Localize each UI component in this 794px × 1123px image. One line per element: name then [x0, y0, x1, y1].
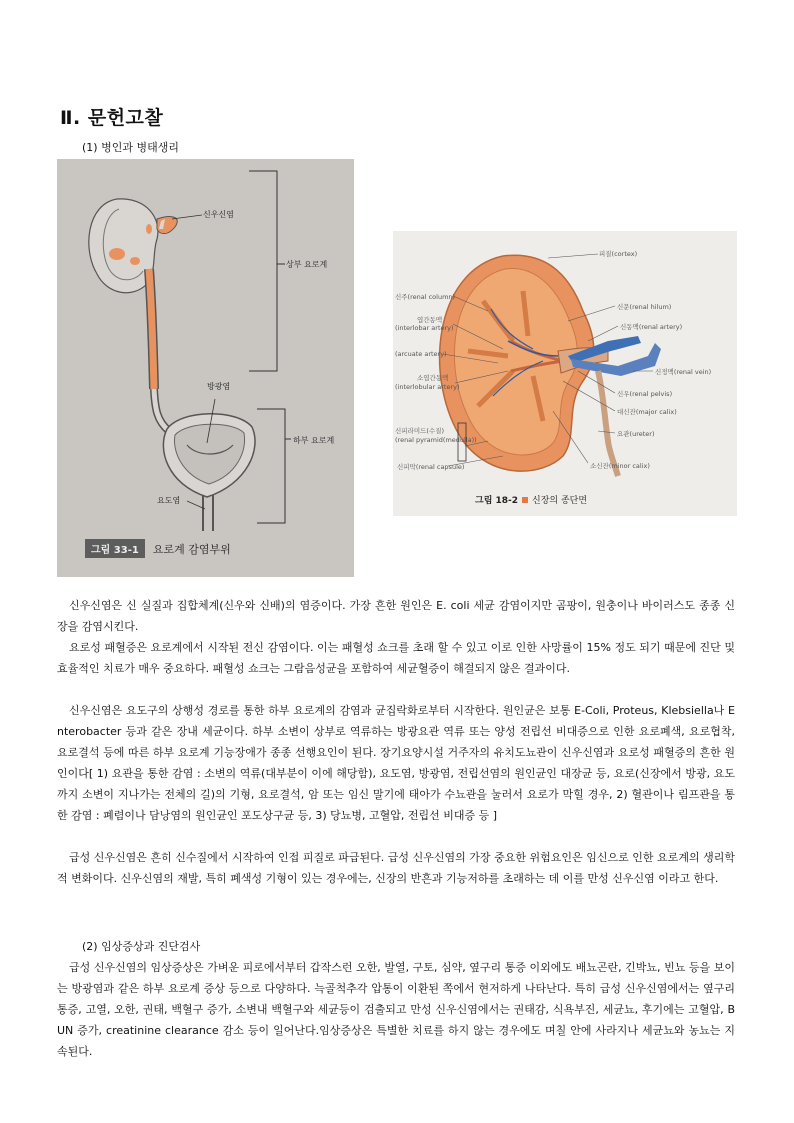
figure2-caption-number: 그림 18-2 [475, 496, 519, 506]
paragraph-acute-pyelonephritis: 급성 신우신염은 흔히 신수질에서 시작하여 인접 피질로 파급된다. 급성 신우신염의 가장 중요한 위험요인은 임신으로 인한 요로계의 생리학적 변화이다. 신우신염의 재발, 특히 폐색성 기형이 있는 경우에는, 신장의 반흔과 기능저하를 초래하는 데 이를 만성 신우신염 이라고 한다. [57, 851, 735, 885]
label-minor-calix: 소신잔(minor calix) [590, 462, 650, 470]
label-renal-capsule: 신피막(renal capsule) [397, 463, 465, 471]
figure1-caption-text: 요로계 감염부위 [152, 542, 231, 556]
label-lower-urinary-tract: 하부 요로계 [293, 436, 335, 445]
label-pyelonephritis: 신우신염 [203, 210, 234, 219]
figure2-caption-text: 신장의 종단면 [532, 496, 588, 506]
label-cortex: 피질(cortex) [599, 250, 638, 258]
subsection-heading-symptoms: (2) 임상증상과 진단검사 [82, 940, 201, 953]
urinary-tract-illustration [57, 159, 354, 577]
label-renal-hilum: 신문(renal hilum) [617, 303, 672, 311]
label-urethritis: 요도염 [157, 496, 181, 505]
figure1-caption [85, 539, 231, 558]
subsection-heading-etiology: (1) 병인과 병태생리 [82, 141, 179, 154]
label-renal-vein: 신정맥(renal vein) [655, 368, 712, 376]
paragraph-pyelonephritis-definition: 신우신염은 신 실질과 집합체계(신우와 신배)의 염증이다. 가장 흔한 원인은 E. coli 세균 감염이지만 곰팡이, 원충이나 바이러스도 종종 신장을 감염시킨다. [57, 599, 735, 633]
paragraph-clinical-symptoms: 급성 신우신염의 임상증상은 가벼운 피로에서부터 갑작스런 오한, 발열, 구토, 심약, 옆구리 통증 이외에도 배뇨곤란, 긴박뇨, 빈뇨 등을 보이는 방광염과 같은 하부 요로계 증상 등으로 다양하다. 늑골척추각 압통이 이환된 쪽에서 현저하게 나타난다. 특히 급성 신우신염에서는 옆구리 통증, 고열, 오한, 권태, 백혈구 증가, 소변내 백혈구와 세균등이 검출되고 만성 신우신염에서는 권태감, 식욕부진, 세균뇨, 후기에는 고혈압, BUN 증가, creatinine clearance 감소 등이 일어난다.임상증상은 특별한 치료를 하지 않는 경우에도 며칠 안에 사라지나 세균뇨와 농뇨는 지속된다. [57, 961, 735, 1058]
label-major-calix: 대신잔(major calix) [617, 408, 677, 416]
section-title: Ⅱ. 문헌고찰 [60, 107, 164, 129]
figure-kidney-section [393, 231, 737, 516]
label-upper-urinary-tract: 상부 요로계 [286, 260, 328, 269]
label-renal-artery: 신동맥(renal artery) [620, 323, 683, 331]
label-renal-pyramid-en: (renal pyramid(medulla)) [395, 436, 477, 444]
paragraph-etiology: 신우신염은 요도구의 상행성 경로를 통한 하부 요로계의 감염과 균집락화로부터 시작한다. 원인균은 보통 E-Coli, Proteus, Klebsiella나 Enterobacter 등과 같은 장내 세균이다. 하부 소변이 상부로 역류하는 방광요관 역류 또는 양성 전립선 비대증으로 인한 요로폐색, 요로협착, 요로결석 등에 따른 하부 요로계 기능장애가 종종 선행요인이 된다. 장기요양시설 거주자의 유치도뇨관이 신우신염과 요로성 패혈증의 흔한 원인이다[ 1) 요관을 통한 감염 : 소변의 역류(대부분이 이에 해당함), 요도염, 방광염, 전립선염의 원인균인 대장균 등, 요로(신장에서 방광, 요도까지 소변이 지나가는 전체의 길)의 기형, 요로결석, 암 또는 임신 말기에 태아가 수뇨관을 눌러서 요로가 막힐 경우, 2) 혈관이나 림프관을 통한 감염 : 폐렴이나 담낭염의 원인균인 포도상구균 등, 3) 당뇨병, 고혈압, 전립선 비대증 등 ] [57, 704, 735, 822]
paragraph-urosepsis: 요로성 패혈증은 요로계에서 시작된 전신 감염이다. 이는 패혈성 쇼크를 초래 할 수 있고 이로 인한 사망률이 15% 정도 되기 때문에 진단 및 효율적인 치료가 매우 중요하다. 패혈성 쇼크는 그람음성균을 포함하여 세균혈증이 해결되지 않은 결과이다. [57, 641, 735, 675]
label-renal-pyramid-ko: 신피라미드(수질) [395, 427, 445, 435]
caption-square-icon [522, 497, 528, 503]
label-arcuate-artery: (arcuate artery) [395, 350, 447, 358]
figure-urinary-tract-infection-sites [57, 159, 354, 577]
figure2-caption [475, 493, 587, 506]
label-renal-column: 신주(renal column) [395, 293, 456, 301]
label-interlobar-artery-en: (interlobar artery) [395, 324, 454, 332]
label-renal-pelvis: 신우(renal pelvis) [617, 390, 673, 398]
label-interlobular-artery-en: (interlobular artery) [395, 383, 460, 391]
label-ureter: 요관(ureter) [617, 430, 655, 438]
label-interlobar-artery-ko: 엽간동맥 [417, 316, 443, 324]
label-cystitis: 방광염 [207, 382, 231, 391]
label-interlobular-artery-ko: 소엽간동맥 [417, 374, 449, 382]
figure1-caption-number: 그림 33-1 [85, 539, 145, 558]
